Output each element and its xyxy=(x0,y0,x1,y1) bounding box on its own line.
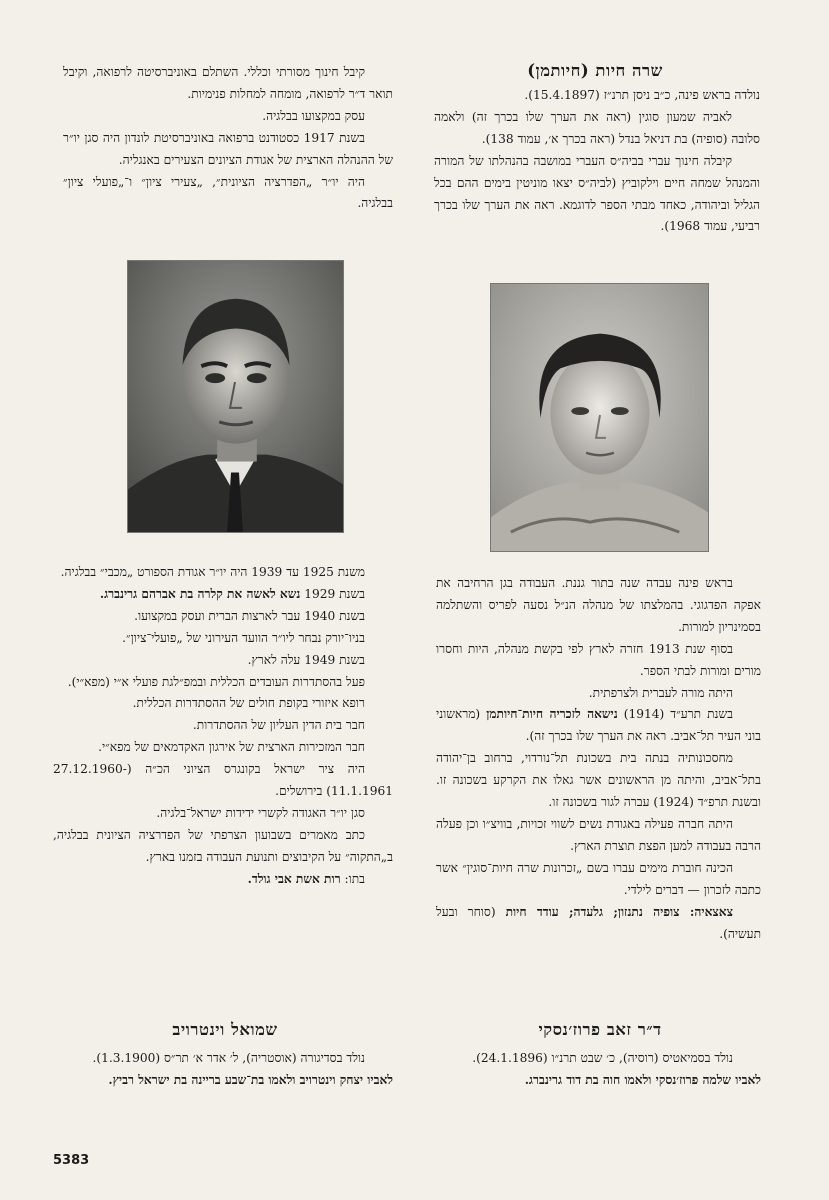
paragraph: חבר המזכירות הארצית של אירגון האקדמאים של מפא״י. xyxy=(98,740,365,755)
text-run: (סוחר ובעל תעשיה). xyxy=(436,904,761,941)
paragraph: בסוף שנת 1913 חזרה לארץ לפי בקשת מנהלה, היות וחסרו מורים ומורות לבתי הספר. xyxy=(436,641,761,678)
paragraph: נולד בסדיגורה (אוסטריה), ל׳ אדר א׳ תר״ס (1.3.1900). xyxy=(92,1051,365,1065)
paragraph: נולד בסמיאטיס (רוסיה), כ׳ שבט תרנ״ו (24.1.1896). xyxy=(472,1051,733,1065)
paragraph: לאביה שמעון סוגין (ראה את הערך שלו בכרך זה) ולאמה סלובה (סופיה) בת דניאל בנדל (ראה בכרך א׳, עמוד 138). xyxy=(434,109,760,146)
entry-zeev-prozhansky xyxy=(436,1048,761,1092)
paragraph: רופא איזורי בקופת חולים של ההסתדרות הכללית. xyxy=(132,696,365,711)
entry-sara-intro xyxy=(434,85,760,238)
entry-prozhansky-continued xyxy=(63,62,393,215)
paragraph: הכינה חוברת מימים עברו בשם „זכרונות שרה חיות־סוגין״ אשר כתבה לזכרון — דברים לילדי. xyxy=(436,860,761,897)
bold-text: לאביו יצחק וינטרויב ולאמו בת־שבע בריינה בת ישראל רביץ. xyxy=(108,1072,393,1087)
paragraph xyxy=(53,584,393,606)
paragraph: היתה חברה פעילה באגודת נשים לשווי זכויות, בוויצ״ו וכן פעלה הרבה בעבודה למען הפצת תוצרת הארץ. xyxy=(436,816,761,853)
bold-text: נישאה לזכריה חיות־חיותמן xyxy=(486,707,618,722)
paragraph: משנת 1925 עד 1939 היה יו״ר אגודת הספורט „מכבי״ בבלגיה. xyxy=(60,565,365,579)
paragraph: חבר בית הדין העליון של ההסתדרות. xyxy=(192,718,365,733)
bold-text: צאצאיה: xyxy=(679,904,733,919)
paragraph: בראש פינה עבדה שנה בתור גננת. העבודה בגן הרחיבה את אפקה הפדגוגי. בהמלצתו של מנהלה הנ״ל נסעה לפריס והשתלמה בסמינריון למורות. xyxy=(436,576,761,634)
portrait-photo-man xyxy=(127,260,344,533)
paragraph: מחסכונותיה בנתה בית בשכונת תל־נורדוי, ברחוב בן־יהודה בתל־אביב, והיתה מן הראשונים אשר גאלו את הקרקע בשכונה זו. ובשנת תרפ״ד (1924) עברה לגור בשכונה זו. xyxy=(436,751,761,810)
paragraph: כתב מאמרים בשבועון הצרפתי של הפדרציה הציונית בבלגיה, ב„התקוה״ על הקיבוצים ותנועת העבודה בזמנו בארץ. xyxy=(53,827,393,864)
entry-sara-continued xyxy=(436,573,761,945)
paragraph xyxy=(436,704,761,748)
paragraph: קיבלה חינוך עברי בביה״ס העברי במושבה בהנהלתו של המורה והמנהל שמחה חיים וילקוביץ (לביה״ס יצאו מוניטין בימים ההם בכל הגליל וביהודה, כאחד מבתי הספר לדוגמא. ראה את הערך שלו בכרך רביעי, עמוד 1968). xyxy=(434,153,760,234)
paragraph xyxy=(53,1070,393,1092)
bold-text: רות אשת אבי גולד. xyxy=(247,871,341,886)
paragraph xyxy=(436,902,761,946)
text-run: בשנת 1929 xyxy=(300,586,365,601)
paragraph: היה יו״ר „הפדרציה הציונית״, „צעירי ציון״ ו־„פועלי ציון״ בבלגיה. xyxy=(63,174,393,211)
text-run: (מראשוני בוני העיר תל־אביב. ראה את הערך שלו בכרך זה). xyxy=(436,707,761,744)
paragraph: בשנת 1917 כסטודנט ברפואה באוניברסיטת לונדון היה סגן יו״ר של ההנהלה הארצית של אגודת הציונים הצעירים באנגליה. xyxy=(63,130,393,167)
paragraph: היתה מורה לעברית ולצרפתית. xyxy=(588,685,733,700)
page-number: 5383 xyxy=(53,1153,90,1168)
paragraph xyxy=(53,869,393,891)
paragraph: בשנת 1940 עבר לארצות הברית ועסק במקצועו. xyxy=(134,608,365,623)
paragraph: פעל בהסתדרות העובדים הכללית ובמפ״לגת פועלי א״י (מפא״י). xyxy=(67,674,365,689)
entry-title-sara-hayot: שרה חיות (חיותמן) xyxy=(527,61,663,80)
text-run: בשנת תרע״ד (1914) xyxy=(617,707,733,722)
portrait-photo-woman xyxy=(490,283,709,552)
paragraph: סגן יו״ר האגודה לקשרי ידידות ישראל־בלגיה. xyxy=(156,805,365,820)
entry-title-shmuel-weintraub: שמואל וינטרויב xyxy=(172,1020,278,1039)
paragraph: בניו־יורק נבחר ליו״ר הוועד העירוני של „פועלי־ציון״. xyxy=(122,630,365,645)
paragraph: נולדה בראש פינה, כ״ב ניסן תרנ״ז (15.4.1897). xyxy=(524,88,760,102)
paragraph: היה ציר ישראל בקונגרס הציוני הכ״ה (27.12.1960-11.1.1961) בירושלים. xyxy=(53,762,393,799)
paragraph: קיבל חינוך מסורתי וכללי. השתלם באוניברסיטה לרפואה, וקיבל תואר ד״ר לרפואה, מומחה למחלות פנימיות. xyxy=(63,65,393,101)
paragraph: בשנת 1949 עלה לארץ. xyxy=(247,652,365,667)
text-run: בתו: xyxy=(340,871,365,886)
entry-title-zeev-prozhansky: ד״ר זאב פרוז׳נסקי xyxy=(538,1020,662,1039)
bold-text: צופיה נתנזון; גלעדה; עודד חיות xyxy=(505,904,680,919)
paragraph: עסק במקצועו בבלגיה. xyxy=(262,108,365,123)
entry-shmuel-weintraub xyxy=(53,1048,393,1092)
bold-text: לאביו שלמה פרוז׳נסקי ולאמו חוה בת דוד גרינברג. xyxy=(524,1072,761,1087)
bold-text: נשא לאשה את קלרה בת אברהם גרינברג. xyxy=(99,586,301,601)
paragraph xyxy=(436,1070,761,1092)
entry-prozhansky-bio xyxy=(53,562,393,891)
